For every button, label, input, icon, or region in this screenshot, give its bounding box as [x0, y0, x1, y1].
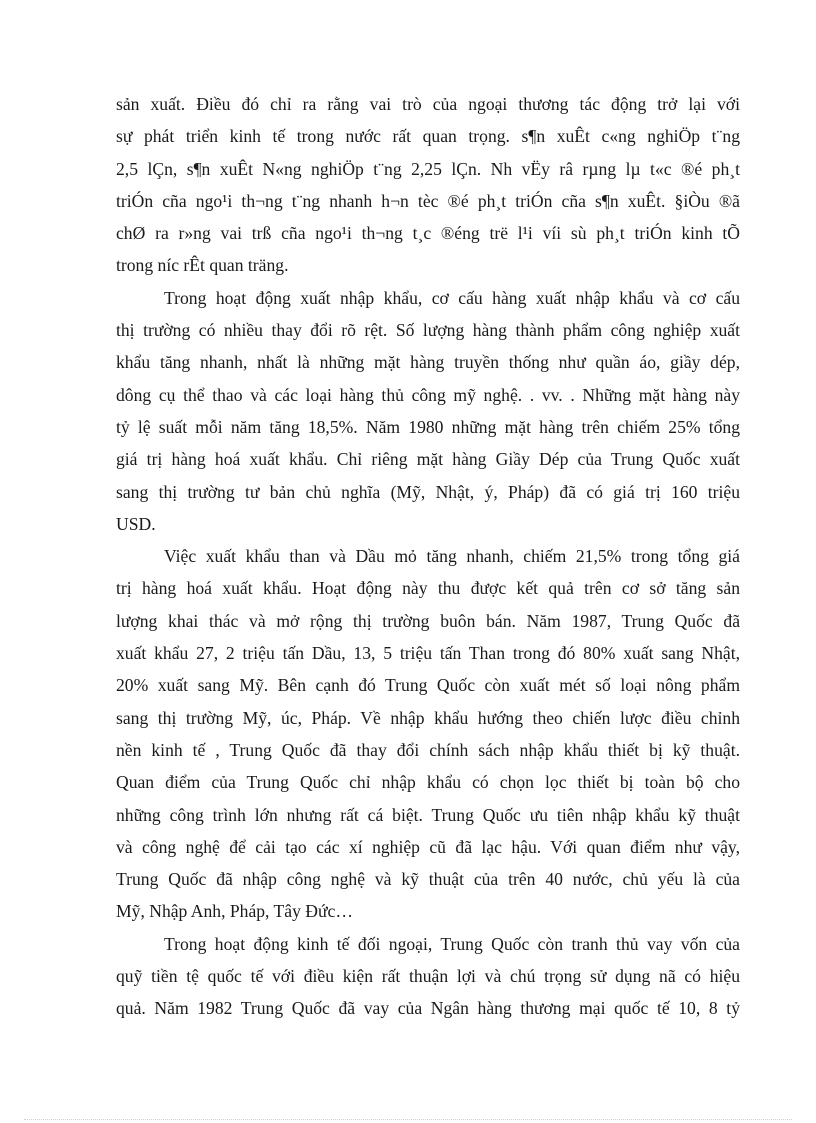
text-line: quả. Năm 1982 Trung Quốc đã vay của Ngân hàng thương mại quốc tế 10, 8 tỷ — [116, 998, 740, 1019]
page-bottom-divider — [24, 1119, 792, 1120]
text-line: Trong hoạt động xuất nhập khẩu, cơ cấu hàng xuất nhập khẩu và cơ cấu — [164, 287, 740, 308]
text-line: lượng khai thác và mở rộng thị trường buôn bán. Năm 1987, Trung Quốc đã — [116, 610, 740, 631]
text-line: quỹ tiền tệ quốc tế với điều kiện rất thuận lợi và chú trọng sử dụng nã có hiệu — [116, 966, 740, 987]
text-line: Việc xuất khẩu than và Dầu mỏ tăng nhanh, chiếm 21,5% trong tổng giá — [164, 546, 740, 567]
document-page — [116, 88, 740, 1025]
text-line: khẩu tăng nhanh, nhất là những mặt hàng truyền thống như quần áo, giầy dép, — [116, 352, 740, 373]
text-line: nền kinh tế , Trung Quốc đã thay đổi chính sách nhập khẩu thiết bị kỹ thuật. — [116, 739, 740, 760]
text-line: trong níc rÊt quan träng. — [116, 255, 289, 276]
text-line: sang thị trường Mỹ, úc, Pháp. Về nhập khẩu hướng theo chiến lược điều chỉnh — [116, 707, 740, 728]
text-line: những công trình lớn nhưng rất cá biệt. Trung Quốc ưu tiên nhập khẩu kỹ thuật — [116, 804, 740, 825]
text-line: Trong hoạt động kinh tế đối ngoại, Trung Quốc còn tranh thủ vay vốn của — [164, 933, 740, 954]
text-line: sang thị trường tư bản chủ nghĩa (Mỹ, Nhật, ý, Pháp) đã có giá trị 160 triệu — [116, 481, 740, 502]
paragraph-3 — [116, 540, 740, 928]
paragraph-4 — [116, 928, 740, 1025]
text-line: Quan điểm của Trung Quốc chỉ nhập khẩu có chọn lọc thiết bị toàn bộ cho — [116, 772, 740, 793]
text-line: 20% xuất sang Mỹ. Bên cạnh đó Trung Quốc còn xuất mét số loại nông phẩm — [116, 675, 740, 696]
paragraph-1 — [116, 88, 740, 282]
paragraph-2 — [116, 282, 740, 540]
text-line: và công nghệ để cải tạo các xí nghiệp cũ đã lạc hậu. Với quan điểm như vậy, — [116, 836, 740, 857]
text-line: dông cụ thể thao và các loại hàng thủ công mỹ nghệ. . vv. . Những mặt hàng này — [116, 384, 740, 405]
text-line: tỷ lệ suất mỗi năm tăng 18,5%. Năm 1980 những mặt hàng trên chiếm 25% tổng — [116, 416, 740, 437]
text-line: thị trường có nhiều thay đổi rõ rệt. Số lượng hàng thành phẩm công nghiệp xuất — [116, 320, 740, 341]
text-line: xuất khẩu 27, 2 triệu tấn Dầu, 13, 5 triệu tấn Than trong đó 80% xuất sang Nhật, — [116, 643, 740, 664]
text-line: 2,5 lÇn, s¶n xuÊt N«ng nghiÖp t¨ng 2,25 lÇn. Nh vËy râ rµng lµ t«c ®é ph¸t — [116, 158, 740, 179]
text-line: triÓn cña ngo¹i th¬ng t¨ng nhanh h¬n tèc ®é ph¸t triÓn cña s¶n xuÊt. §iÒu ®ã — [116, 190, 740, 211]
text-line: giá trị hàng hoá xuất khẩu. Chỉ riêng mặt hàng Giầy Dép của Trung Quốc xuất — [116, 449, 740, 470]
text-line: sản xuất. Điều đó chỉ ra rằng vai trò của ngoại thương tác động trở lại với — [116, 94, 740, 114]
text-line: Trung Quốc đã nhập công nghệ và kỹ thuật của trên 40 nước, chủ yếu là của — [116, 869, 740, 890]
text-line: chØ ra r»ng vai trß cña ngo¹i th¬ng t¸c ®éng trë l¹i víi sù ph¸t triÓn kinh tÕ — [116, 223, 740, 244]
text-line: Mỹ, Nhập Anh, Pháp, Tây Đức… — [116, 901, 353, 922]
text-line: USD. — [116, 513, 156, 534]
text-line: sự phát triển kinh tế trong nước rất quan trọng. s¶n xuÊt c«ng nghiÖp t¨ng — [116, 126, 740, 147]
text-line: trị hàng hoá xuất khẩu. Hoạt động này thu được kết quả trên cơ sở tăng sản — [116, 578, 740, 599]
